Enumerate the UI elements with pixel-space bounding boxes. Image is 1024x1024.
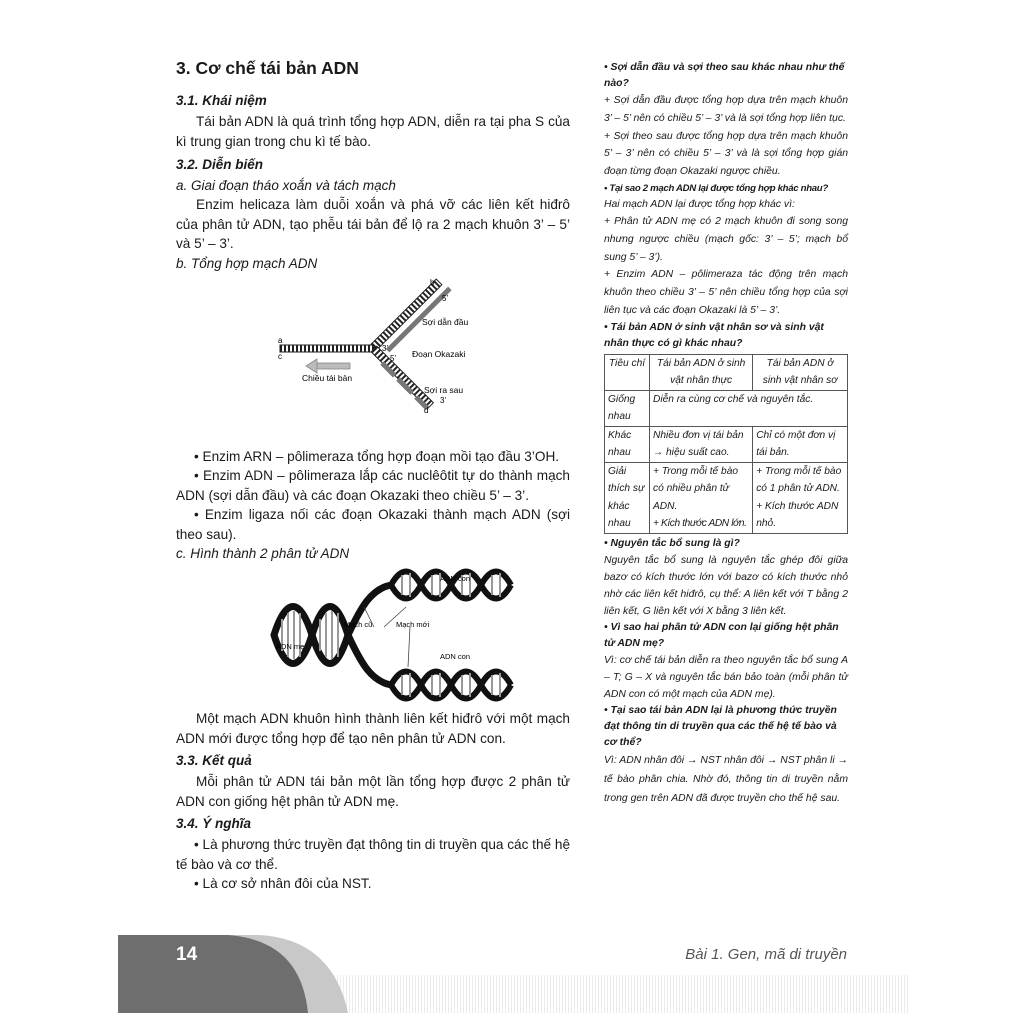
table-row: [605, 462, 848, 533]
label-replication-direction: Chiều tái bản: [302, 372, 353, 383]
answer-identical-daughters: Vì: cơ chế tái bản diễn ra theo nguyên tắc bổ sung A – T; G – X và nguyên tắc bán bảo toàn (mỗi phân tử ADN con có một mạch của ADN mẹ).: [604, 654, 848, 700]
paragraph-definition: Tái bản ADN là quá trình tổng hợp ADN, diễn ra tại pha S của kì trung gian trong chu kì tế bào.: [176, 114, 570, 149]
paragraph-unwinding: Enzim helicaza làm duỗi xoắn và phá vỡ các liên kết hiđrô của phân tử ADN, tạo phễu tái bản để lộ ra 2 mạch khuôn 3’ – 5’ và 5’ – 3’.: [176, 197, 570, 251]
table-header-eukaryote: Tái bản ADN ở sinh vật nhân thực: [650, 354, 753, 390]
answer-why-intro: Hai mạch ADN lại được tổng hợp khác vì:: [604, 198, 795, 210]
label-lagging-strand: Sợi ra sau: [424, 384, 464, 395]
heading-3-2: 3.2. Diễn biến: [176, 157, 264, 172]
answer-leading: + Sợi dẫn đầu được tổng hợp dựa trên mạch khuôn 3’ – 5’ nên có chiều 5’ – 3’ và là sợi tổng hợp liên tục.: [604, 95, 848, 124]
label-new-strand: Mạch mới: [396, 620, 430, 629]
heading-3-3: 3.3. Kết quả: [176, 753, 252, 768]
label-5-top: 5’: [442, 293, 449, 303]
table-row: [605, 354, 848, 390]
question-transmission: • Tại sao tái bản ADN lại là phương thức truyền đạt thông tin di truyền qua các thế hệ tế bào và cơ thể?: [604, 704, 837, 748]
heading-3-1: 3.1. Khái niệm: [176, 93, 267, 108]
explain-euk-1: + Trong mỗi tế bào có nhiều phân tử ADN.: [653, 465, 739, 512]
table-row: [605, 390, 848, 426]
label-b: b: [430, 277, 435, 287]
page-number: 14: [176, 944, 198, 965]
label-old-strand: Mạch cũ: [344, 620, 373, 629]
question-why-different: • Tại sao 2 mạch ADN lại được tổng hợp khác nhau?: [604, 182, 828, 194]
answer-why-2: + Enzim ADN – pôlimeraza tác động trên mạch khuôn theo chiều 3’ – 5’ nên chiều tổng hợp của sợi liên tục và các đoạn Okazaki là 5’ – 3’.: [604, 269, 848, 316]
comparison-table: [604, 354, 848, 534]
table-cell-diff-euk: Nhiều đơn vị tái bản → hiệu suất cao.: [650, 426, 753, 462]
bullet-significance-1: • Là phương thức truyền đạt thông tin di truyền qua các thế hệ tế bào và cơ thể.: [176, 837, 570, 872]
table-header-prokaryote: Tái bản ADN ở sinh vật nhân sơ: [753, 354, 848, 390]
label-d: d: [424, 405, 429, 415]
question-leading-vs-lagging: • Sợi dẫn đầu và sợi theo sau khác nhau như thế nào?: [604, 62, 845, 89]
label-c: c: [278, 351, 282, 361]
direction-arrow: [306, 359, 350, 373]
daughter-dna-diagram: [176, 567, 570, 705]
label-3-bot: 3’: [440, 395, 447, 405]
upper-arm: [371, 279, 442, 350]
label-child-dna-bottom: ADN con: [440, 652, 471, 661]
daughter-dna-figure: [176, 567, 570, 705]
table-cell-explain-prok: [753, 462, 848, 533]
table-cell-similar: Diễn ra cùng cơ chế và nguyên tắc.: [650, 390, 848, 426]
question-identical-daughters: • Vì sao hai phân tử ADN con lại giống hệt phân tử ADN mẹ?: [604, 621, 839, 649]
fork-arms: [348, 585, 391, 685]
table-cell-diff-label: Khác nhau: [605, 426, 650, 462]
sidebar-column: [604, 60, 848, 808]
label-child-dna-top: ADN con: [440, 574, 471, 583]
label-leading-strand: Sợi dẫn đầu: [422, 316, 469, 327]
okazaki-fragments: [380, 361, 429, 410]
heading-c: c. Hình thành 2 phân tử ADN: [176, 546, 350, 561]
bullet-ligase: • Enzim ligaza nối các đoạn Okazaki thành mạch ADN (sợi theo sau).: [176, 507, 570, 542]
paragraph-daughter-formation: Một mạch ADN khuôn hình thành liên kết hiđrô với một mạch ADN mới được tổng hợp để tạo nên phân tử ADN con.: [176, 711, 570, 746]
label-3-mid: 3’: [382, 343, 389, 353]
answer-transmission: Vì: ADN nhân đôi → NST nhân đôi → NST phân li → tế bào phân chia. Nhờ đó, thông tin di truyền nằm trong gen trên ADN đã được truyền cho thế hệ sau.: [604, 754, 848, 804]
heading-b: b. Tổng hợp mạch ADN: [176, 255, 318, 271]
pointer-lines: [364, 607, 410, 667]
parent-helix: [274, 607, 348, 664]
label-a: a: [278, 335, 283, 345]
label-okazaki: Đoạn Okazaki: [412, 348, 466, 359]
question-prok-vs-euk: • Tái bản ADN ở sinh vật nhân sơ và sinh vật nhân thực có gì khác nhau?: [604, 321, 824, 349]
explain-prok-1: + Trong mỗi tế bào có 1 phân tử ADN.: [756, 465, 842, 495]
table-cell-similar-label: Giống nhau: [605, 390, 650, 426]
replication-fork-diagram: [176, 277, 570, 447]
answer-complementary-rule: Nguyên tắc bổ sung là nguyên tắc ghép đôi giữa bazơ có kích thước lớn với bazơ có kích thước nhỏ nhờ các liên kết hiđrô, cụ thể: A liên kết với T bằng 2 liên kết, G liên kết với X bằng 3 liên kết.: [604, 554, 848, 617]
table-cell-explain-label: Giải thích sự khác nhau: [605, 462, 650, 533]
section-title: 3. Cơ chế tái bản ADN: [176, 58, 359, 78]
question-complementary-rule: • Nguyên tắc bổ sung là gì?: [604, 537, 740, 549]
table-cell-explain-euk: [650, 462, 753, 533]
bullet-significance-2: • Là cơ sở nhân đôi của NST.: [194, 876, 372, 891]
paragraph-result: Mỗi phân tử ADN tái bản một lần tổng hợp được 2 phân tử ADN con giống hệt phân tử ADN mẹ.: [176, 774, 570, 809]
heading-a: a. Giai đoạn tháo xoắn và tách mạch: [176, 178, 396, 193]
main-column: [176, 58, 570, 894]
explain-euk-2: + Kích thước ADN lớn.: [653, 518, 747, 530]
chapter-title: Bài 1. Gen, mã di truyền: [685, 946, 847, 963]
table-cell-diff-prok: Chỉ có một đơn vị tái bản.: [753, 426, 848, 462]
label-parent-dna: ADN mẹ: [276, 642, 305, 651]
answer-lagging: + Sợi theo sau được tổng hợp dựa trên mạch khuôn 5’ – 3’ nên có chiều 5’ – 3’ và là sợi tổng hợp gián đoạn từng đoạn Okazaki ngược chiều.: [604, 130, 848, 178]
label-5-mid: 5’: [390, 353, 397, 363]
table-row: [605, 426, 848, 462]
bullet-adn-polymerase: • Enzim ADN – pôlimeraza lắp các nuclêôtit tự do thành mạch ADN (sợi dẫn đầu) và các đoạn Okazaki theo chiều 5’ – 3’.: [176, 468, 570, 503]
replication-fork-figure: [176, 277, 570, 447]
heading-3-4: 3.4. Ý nghĩa: [176, 816, 252, 831]
explain-prok-2: + Kích thước ADN nhỏ.: [756, 500, 839, 530]
table-header-criteria: Tiêu chí: [605, 354, 650, 390]
parent-duplex: [280, 345, 374, 352]
bullet-arn-polymerase: • Enzim ARN – pôlimeraza tổng hợp đoạn mồi tạo đầu 3’OH.: [194, 448, 560, 464]
answer-why-1: + Phân tử ADN mẹ có 2 mạch khuôn đi song song nhưng ngược chiều (mạch gốc: 3’ – 5’; mạch bổ sung 5’ – 3’).: [604, 215, 848, 263]
